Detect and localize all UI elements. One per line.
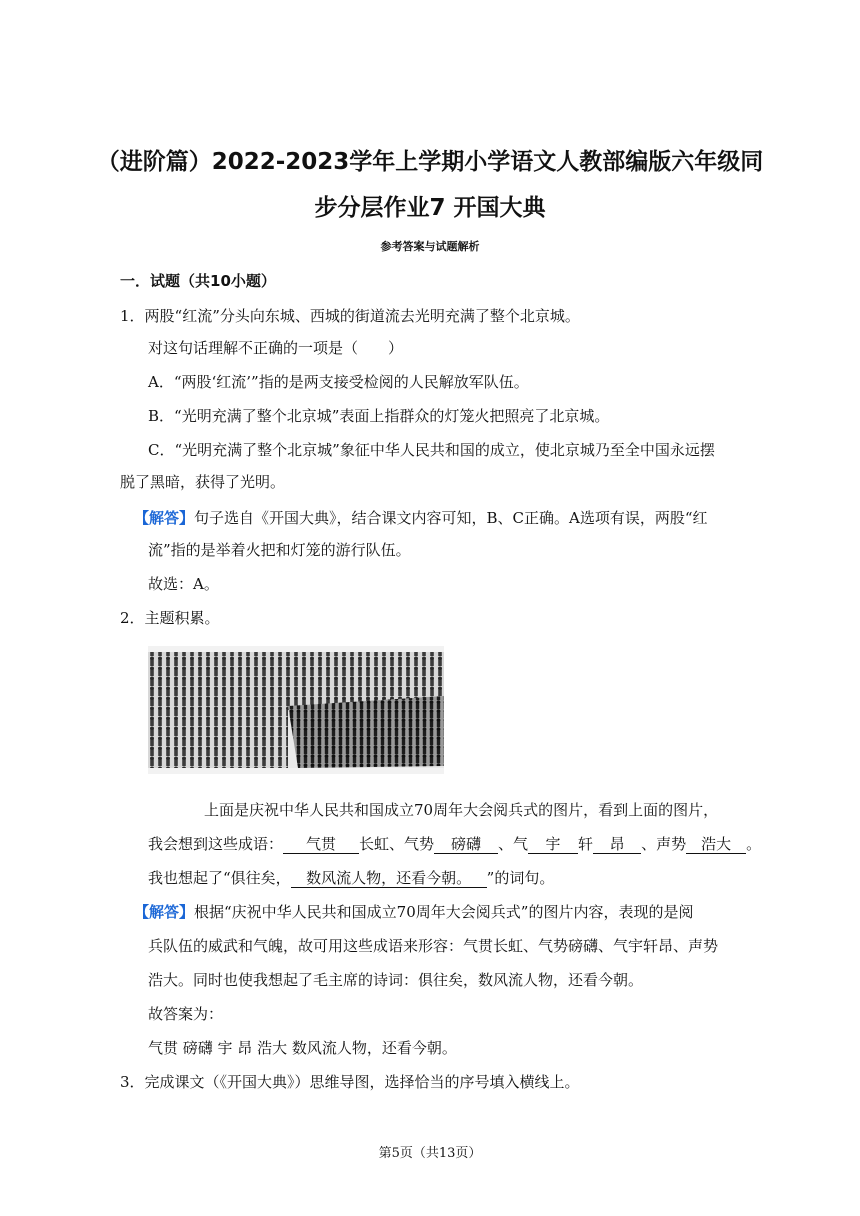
q2-paragraph-line3 [148,868,554,888]
q1-choice: 故选：A。 [148,575,219,593]
q2-text-2: 、气 [498,835,529,853]
q2-answer-line1 [134,902,693,922]
q1-option-a: A．“两股‘红流’”指的是两支接受检阅的人民解放军队伍。 [148,373,529,391]
blank-2: 磅礴 [434,835,498,854]
blank-3: 宇 [528,835,578,854]
q2-answer-line3: 浩大。同时也使我想起了毛主席的诗词：俱往矣，数风流人物，还看今朝。 [148,971,644,989]
document-title-line-2: 步分层作业7 开国大典 [314,195,546,221]
blank-1: 气贯 [283,835,359,854]
parade-photo [148,646,444,774]
q1-answer-text: 句子选自《开国大典》，结合课文内容可知，B、C正确。A选项有误，两股“红 [194,509,708,527]
q2-text-4: 、声势 [641,835,687,853]
q1-option-c-line2: 脱了黑暗，获得了光明。 [120,473,286,491]
q2-answer-label: 故答案为： [148,1005,224,1023]
q2-text-3: 轩 [578,835,594,853]
q1-answer-line1 [134,508,708,528]
answer-tag: 【解答】 [134,509,195,527]
blank-6: 数风流人物，还看今朝。 [291,869,487,888]
blank-5: 浩大 [686,835,746,854]
q2-poem-prefix: 我也想起了“俱往矣， [148,869,291,887]
document-title-line-1: （进阶篇）2022-2023学年上学期小学语文人教部编版六年级同 [96,149,764,175]
q1-option-c-line1: C．“光明充满了整个北京城”象征中华人民共和国的成立，使北京城乃至全中国永远摆 [148,441,715,459]
q1-option-b: B．“光明充满了整个北京城”表面上指群众的灯笼火把照亮了北京城。 [148,407,610,425]
q2-answer-list: 气贯 磅礴 宇 昂 浩大 数风流人物，还看今朝。 [148,1039,457,1057]
page-footer: 第5页（共13页） [378,1146,482,1161]
q1-answer-line2: 流”指的是举着火把和灯笼的游行队伍。 [148,541,411,559]
subtitle: 参考答案与试题解析 [380,240,480,253]
blank-4: 昂 [593,835,641,854]
q2-stem: 2．主题积累。 [120,609,220,627]
q2-answer-line2: 兵队伍的威武和气魄，故可用这些成语来形容：气贯长虹、气势磅礴、气宇轩昂、声势 [148,937,719,955]
q2-answer-text: 根据“庆祝中华人民共和国成立70周年大会阅兵式”的图片内容，表现的是阅 [194,903,694,921]
q2-prompt-text: 我会想到这些成语： [148,835,284,853]
q2-poem-suffix: ”的词句。 [486,869,555,887]
q2-paragraph-line1: 上面是庆祝中华人民共和国成立70周年大会阅兵式的图片，看到上面的图片， [204,801,719,819]
q1-stem: 1．两股“红流”分头向东城、西城的街道流去光明充满了整个北京城。 [120,307,580,325]
q2-text-5: 。 [746,835,762,853]
q1-prompt: 对这句话理解不正确的一项是（ ） [148,339,404,357]
q3-stem: 3．完成课文（《开国大典》）思维导图，选择恰当的序号填入横线上。 [120,1073,580,1091]
q2-paragraph-line2 [148,834,761,854]
answer-tag: 【解答】 [134,903,195,921]
section-heading: 一．试题（共10小题） [120,272,276,290]
q2-text-1: 长虹、气势 [359,835,435,853]
